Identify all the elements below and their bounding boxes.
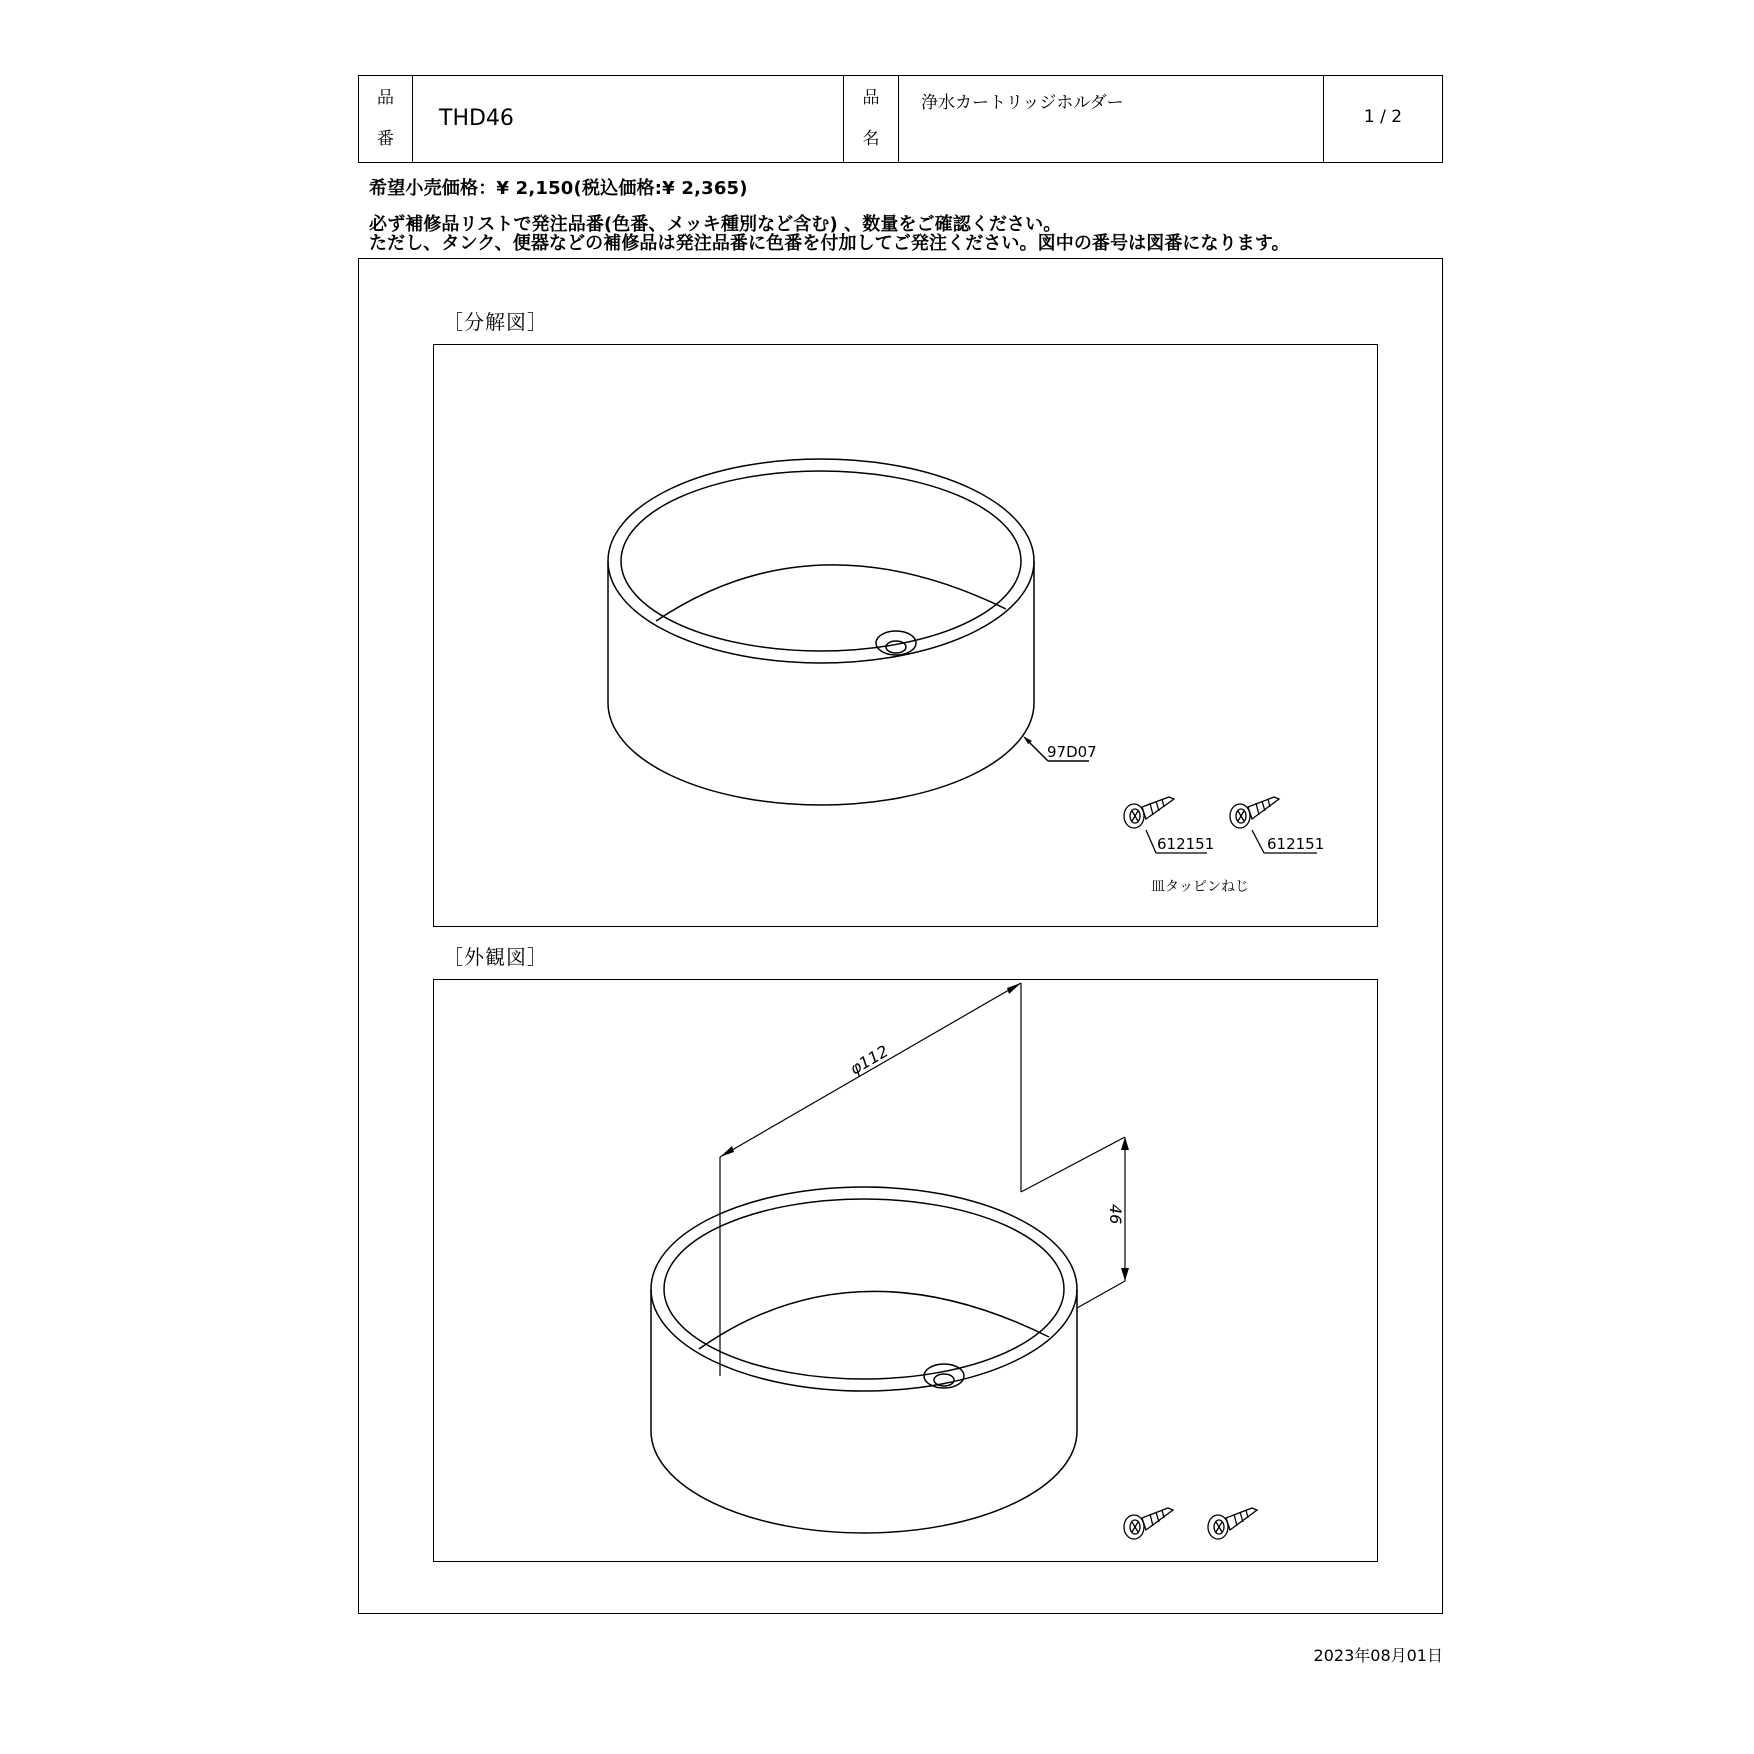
screw-icon [1208, 1508, 1257, 1539]
note-line-2: ただし、タンク、便器などの補修品は発注品番に色番を付加してご発注ください。図中の番号は図番になります。 [369, 233, 1290, 254]
price-line: 希望小売価格：¥ 2,150(税込価格:¥ 2,365) [369, 178, 748, 199]
product-name-label [844, 76, 899, 162]
product-name: 浄水カートリッジホルダー [921, 93, 1124, 113]
screw-label: 皿タッピンねじ [1151, 879, 1249, 895]
header-table [358, 75, 1443, 163]
product-name-label-2: 名 [862, 129, 880, 149]
product-no-label [359, 76, 413, 162]
exterior-view-title: ［外観図］ [443, 945, 548, 969]
page-number: 1 / 2 [1363, 107, 1403, 127]
product-name-label-1: 品 [862, 88, 880, 108]
exploded-view-panel [433, 344, 1378, 927]
page-cell [1324, 76, 1442, 162]
exploded-view-title: ［分解図］ [443, 310, 548, 334]
product-no-label-1: 品 [377, 88, 394, 108]
screw-icon [1230, 797, 1279, 828]
screw-icon [1124, 1508, 1173, 1539]
part-screw-number-2: 612151 [1267, 835, 1325, 853]
screw-icon [1124, 797, 1174, 828]
exploded-view-drawing [434, 345, 1379, 928]
product-name-cell [899, 76, 1324, 162]
product-no-cell [413, 76, 844, 162]
issue-date: 2023年08月01日 [1313, 1646, 1443, 1665]
product-no: THD46 [439, 106, 514, 131]
note-line-1: 必ず補修品リストで発注品番(色番、メッキ種別など含む) 、数量をご確認ください。 [369, 214, 1062, 235]
product-no-label-2: 番 [377, 129, 394, 149]
exterior-view-drawing [434, 980, 1379, 1563]
exterior-view-panel [433, 979, 1378, 1562]
height-dimension: 46 [1106, 1204, 1125, 1225]
diameter-dimension: φ112 [846, 1041, 892, 1079]
part-screw-number-1: 612151 [1157, 835, 1215, 853]
part-holder-number: 97D07 [1047, 743, 1097, 761]
